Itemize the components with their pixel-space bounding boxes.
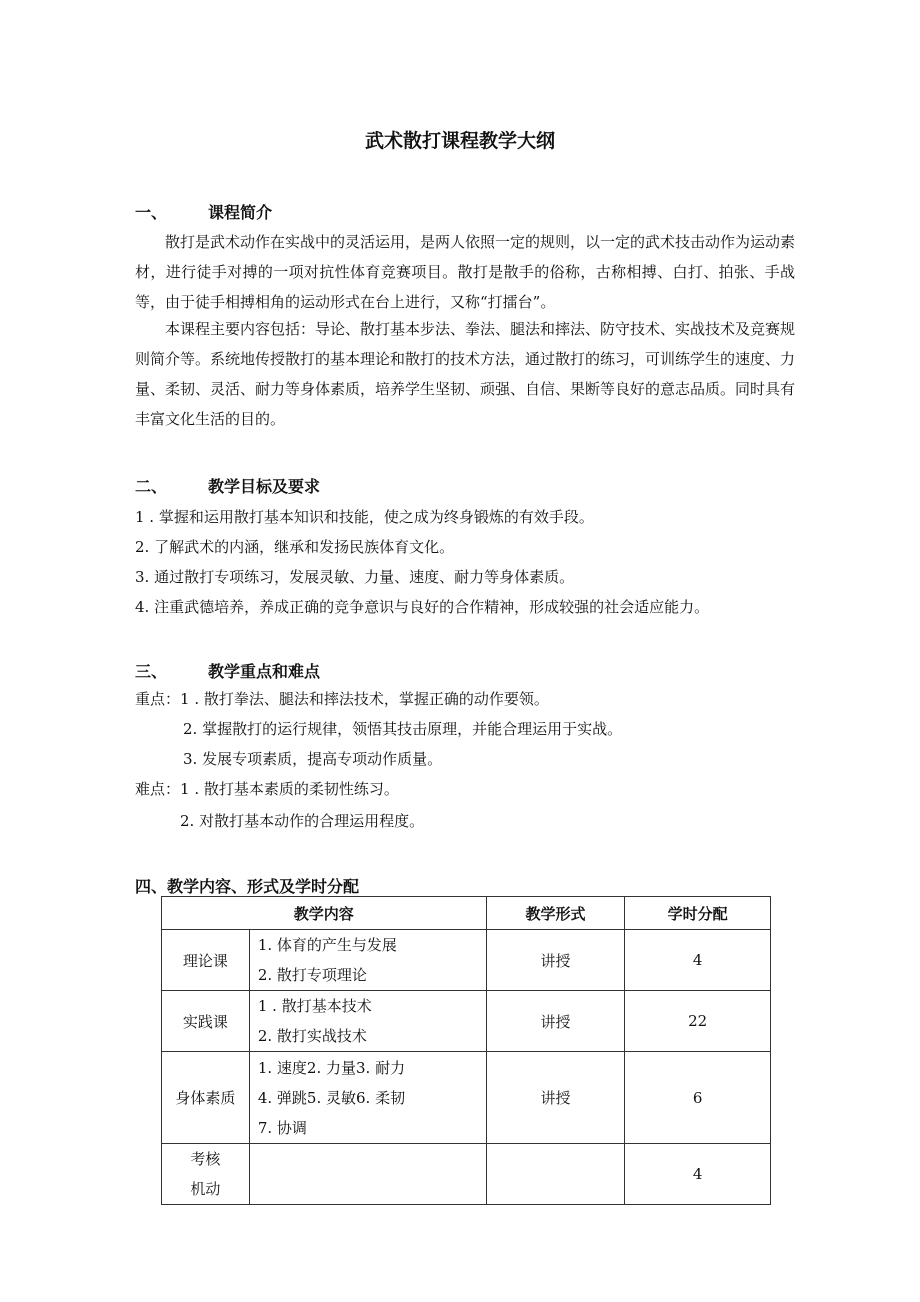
row-hours: 6	[625, 1052, 771, 1144]
table-row	[162, 1052, 771, 1144]
section-3-number: 三、	[135, 662, 168, 681]
table-header-row	[162, 897, 771, 930]
key-point-item: 2. 掌握散打的运行规律，领悟其技击原理，并能合理运用于实战。	[183, 720, 623, 738]
table-row	[162, 991, 771, 1052]
section-1-paragraph-1: 散打是武术动作在实战中的灵活运用，是两人依照一定的规则，以一定的武术技击动作为运动素材，进行徒手对搏的一项对抗性体育竞赛项目。散打是散手的俗称，古称相搏、白打、拍张、手战等，由于徒手相搏相角的运动形式在台上进行，又称“打擂台”。	[135, 233, 796, 311]
document-title: 武术散打课程教学大纲	[364, 130, 555, 152]
key-point-item: 3. 发展专项素质，提高专项动作质量。	[183, 750, 443, 768]
section-3-title: 教学重点和难点	[208, 662, 321, 681]
row-category	[162, 1144, 250, 1205]
section-1-paragraph-2: 本课程主要内容包括：导论、散打基本步法、拳法、腿法和摔法、防守技术、实战技术及竞赛规则简介等。系统地传授散打的基本理论和散打的技术方法，通过散打的练习，可训练学生的速度、力量、柔韧、灵活、耐力等身体素质，培养学生坚韧、顽强、自信、果断等良好的意志品质。同时具有丰富文化生活的目的。	[135, 320, 796, 428]
row-form	[486, 1144, 625, 1205]
row-hours: 4	[625, 1144, 771, 1205]
section-1-title: 课程简介	[208, 203, 273, 222]
table-row	[162, 1144, 771, 1205]
content-line: 1 . 散打基本技术	[257, 997, 372, 1015]
row-content	[249, 991, 486, 1052]
key-points-label: 重点：	[135, 690, 181, 708]
row-category: 身体素质	[162, 1052, 250, 1144]
row-hours: 4	[625, 930, 771, 991]
section-2-number: 二、	[135, 477, 168, 496]
header-hours: 学时分配	[625, 897, 771, 930]
content-line: 4. 弹跳5. 灵敏6. 柔韧	[257, 1088, 406, 1107]
row-category: 理论课	[162, 930, 250, 991]
difficult-points-label: 难点：	[135, 780, 181, 798]
section-2-heading	[135, 474, 320, 497]
section-2-title: 教学目标及要求	[208, 477, 321, 496]
category-line: 考核	[190, 1150, 221, 1168]
section-4-heading: 四、教学内容、形式及学时分配	[135, 877, 360, 896]
content-line: 2. 散打实战技术	[257, 1027, 367, 1045]
section-1-heading	[135, 200, 272, 223]
goal-item-3: 3. 通过散打专项练习，发展灵敏、力量、速度、耐力等身体素质。	[135, 568, 575, 586]
content-line: 1. 体育的产生与发展	[257, 936, 397, 954]
key-point-item: 1 . 散打拳法、腿法和摔法技术，掌握正确的动作要领。	[180, 690, 549, 708]
table-row	[162, 930, 771, 991]
difficult-point-item: 2. 对散打基本动作的合理运用程度。	[180, 812, 425, 830]
difficult-point-item: 1 . 散打基本素质的柔韧性练习。	[180, 780, 399, 798]
difficult-points-line-1	[135, 778, 399, 799]
row-content	[249, 930, 486, 991]
teaching-plan-table	[161, 896, 771, 1205]
row-content	[249, 1144, 486, 1205]
row-hours: 22	[625, 991, 771, 1052]
section-1-number: 一、	[135, 203, 168, 222]
header-content: 教学内容	[162, 897, 487, 930]
row-content	[249, 1052, 486, 1144]
goal-item-2: 2. 了解武术的内涵，继承和发扬民族体育文化。	[135, 538, 455, 556]
category-line: 机动	[190, 1180, 221, 1198]
content-line: 7. 协调	[257, 1118, 307, 1137]
key-points-line-1	[135, 688, 549, 709]
goal-item-4: 4. 注重武德培养，养成正确的竞争意识与良好的合作精神，形成较强的社会适应能力。	[135, 598, 710, 616]
content-line: 2. 散打专项理论	[257, 966, 367, 984]
row-category: 实践课	[162, 991, 250, 1052]
section-3-heading	[135, 659, 320, 682]
goal-item-1: 1 . 掌握和运用散打基本知识和技能，使之成为终身锻炼的有效手段。	[135, 508, 594, 526]
header-form: 教学形式	[486, 897, 625, 930]
content-line: 1. 速度2. 力量3. 耐力	[257, 1058, 406, 1077]
row-form: 讲授	[486, 1052, 625, 1144]
row-form: 讲授	[486, 991, 625, 1052]
row-form: 讲授	[486, 930, 625, 991]
